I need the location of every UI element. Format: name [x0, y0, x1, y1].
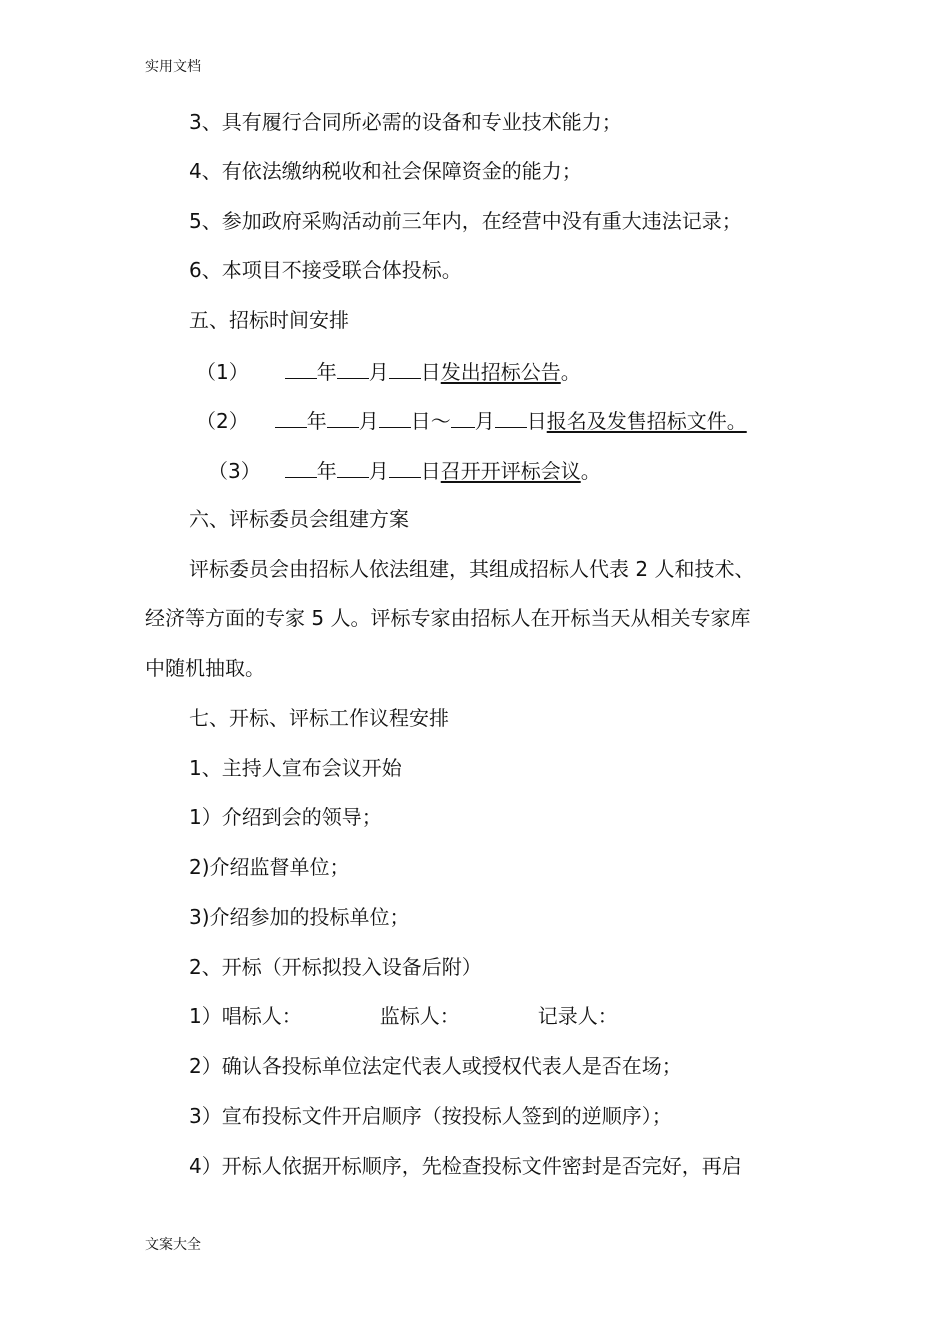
blank-month: [337, 455, 369, 478]
opening-step-2: 2）确认各投标单位法定代表人或授权代表人是否在场；: [189, 1054, 682, 1078]
page-footer: 文案大全: [145, 1237, 201, 1253]
agenda-sub-1: 1）介绍到会的领导；: [189, 805, 382, 829]
blank-year: [285, 356, 317, 379]
section-5-heading: 五、招标时间安排: [189, 308, 349, 332]
opening-step-4: 4）开标人依据开标顺序，先检查投标文件密封是否完好，再启: [189, 1154, 742, 1178]
blank-year: [275, 405, 307, 428]
recorder-label: 记录人：: [537, 1004, 618, 1028]
paragraph-line-2: 经济等方面的专家 5 人。评标专家由招标人在开标当天从相关专家库: [145, 606, 751, 630]
schedule-item-3: [208, 455, 601, 485]
paragraph-line-1: 评标委员会由招标人依法组建，其组成招标人代表 2 人和技术、: [189, 557, 755, 581]
schedule-end: 。: [560, 360, 581, 384]
blank-year: [285, 455, 317, 478]
section-6-heading: 六、评标委员会组建方案: [189, 507, 409, 531]
schedule-item-1: [196, 356, 581, 386]
requirement-4: 4、有依法缴纳税收和社会保障资金的能力；: [189, 159, 582, 183]
blank-month-2: [451, 405, 475, 428]
section-7-heading: 七、开标、评标工作议程安排: [189, 706, 449, 730]
day-label-2: 日: [526, 409, 547, 433]
schedule-text: 召开开评标会议: [440, 459, 581, 483]
paragraph-line-3: 中随机抽取。: [145, 656, 265, 680]
schedule-no: （2）: [196, 409, 249, 433]
opening-step-3: 3）宣布投标文件开启顺序（按投标人签到的逆顺序）；: [189, 1104, 672, 1128]
requirement-5: 5、参加政府采购活动前三年内，在经营中没有重大违法记录；: [189, 209, 742, 233]
blank-day: [379, 405, 411, 428]
year-label: 年: [306, 409, 327, 433]
schedule-text: 报名及发售招标文件。: [546, 409, 747, 433]
requirement-3: 3、具有履行合同所必需的设备和专业技术能力；: [189, 110, 622, 134]
year-label: 年: [316, 360, 337, 384]
schedule-no: （1）: [196, 360, 249, 384]
day-label: 日: [420, 360, 441, 384]
singer-label: 1）唱标人：: [189, 1004, 302, 1028]
blank-day: [389, 356, 421, 379]
day-label: 日～: [410, 409, 451, 433]
roles-line: [189, 1002, 618, 1030]
month-label: 月: [368, 360, 389, 384]
month-label: 月: [368, 459, 389, 483]
blank-day: [389, 455, 421, 478]
blank-month: [337, 356, 369, 379]
supervisor-label: 监标人：: [379, 1004, 460, 1028]
schedule-no: （3）: [208, 459, 261, 483]
agenda-item-1: 1、主持人宣布会议开始: [189, 756, 402, 780]
month-label: 月: [358, 409, 379, 433]
agenda-sub-3: 3)介绍参加的投标单位；: [189, 905, 410, 929]
agenda-sub-2: 2)介绍监督单位；: [189, 855, 350, 879]
schedule-end: 。: [580, 459, 601, 483]
agenda-item-2: 2、开标（开标拟投入设备后附）: [189, 955, 482, 979]
page-header: 实用文档: [145, 59, 201, 75]
day-label: 日: [420, 459, 441, 483]
schedule-item-2: [196, 405, 747, 435]
month-label-2: 月: [474, 409, 495, 433]
blank-day-2: [495, 405, 527, 428]
requirement-6: 6、本项目不接受联合体投标。: [189, 258, 462, 282]
blank-month: [327, 405, 359, 428]
schedule-text: 发出招标公告: [440, 360, 561, 384]
year-label: 年: [316, 459, 337, 483]
